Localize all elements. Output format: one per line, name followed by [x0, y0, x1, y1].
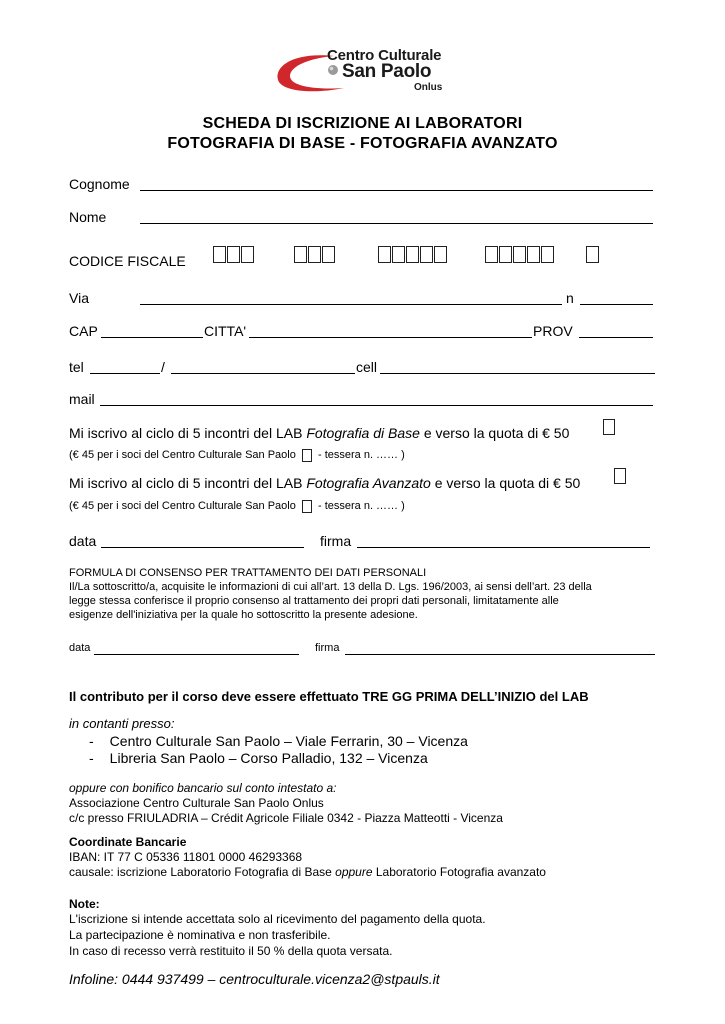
- prov-field[interactable]: [579, 337, 653, 338]
- logo-globe-icon: [327, 64, 339, 76]
- via-label: Via: [69, 290, 89, 306]
- page-title-line2: FOTOGRAFIA DI BASE - FOTOGRAFIA AVANZATO: [167, 135, 558, 152]
- notes-line3: In caso di recesso verrà restituito il 50 % della quota versata.: [69, 944, 393, 958]
- firma-label: firma: [320, 533, 352, 549]
- cell-field[interactable]: [380, 373, 655, 374]
- bank-line1: Associazione Centro Culturale San Paolo Onlus: [69, 796, 324, 810]
- privacy-data-field[interactable]: [94, 654, 299, 655]
- option-base-note-pre: (€ 45 per i soci del Centro Culturale San Paolo: [69, 449, 296, 461]
- cap-field[interactable]: [101, 337, 203, 338]
- privacy-firma-label: firma: [315, 642, 340, 654]
- cell-label: cell: [356, 359, 378, 375]
- option-advanced-pre: Mi iscrivo al ciclo di 5 incontri del LAB: [69, 475, 307, 491]
- causale: [69, 865, 546, 879]
- option-base-note-post: - tessera n. …… ): [317, 449, 405, 461]
- notes-line1: L'iscrizione si intende accettata solo al ricevimento del pagamento della quota.: [69, 912, 486, 926]
- cash-item-2: - Libreria San Paolo – Corso Palladio, 132 – Vicenza: [89, 750, 428, 766]
- option-advanced: [69, 475, 580, 491]
- payment-heading: Il contributo per il corso deve essere effettuato TRE GG PRIMA DELL’INIZIO del LAB: [69, 689, 589, 704]
- data-field[interactable]: [101, 547, 304, 548]
- cash-item-2-text: Libreria San Paolo – Corso Palladio, 132 – Vicenza: [109, 750, 428, 766]
- numero-label: n: [566, 290, 574, 306]
- option-base-member-checkbox[interactable]: [302, 449, 312, 462]
- codice-fiscale-boxes[interactable]: [213, 246, 600, 264]
- option-base-note: [69, 449, 405, 462]
- option-base-checkbox[interactable]: [603, 419, 615, 435]
- option-base-post: e verso la quota di € 50: [419, 425, 570, 441]
- option-advanced-note: [69, 500, 405, 513]
- tel-separator: /: [161, 359, 165, 375]
- cap-label: CAP: [69, 323, 98, 339]
- option-advanced-checkbox[interactable]: [614, 468, 626, 484]
- codice-fiscale-label: CODICE FISCALE: [69, 253, 186, 269]
- firma-field[interactable]: [357, 547, 650, 548]
- citta-field[interactable]: [249, 337, 532, 338]
- logo-line1: Centro Culturale: [327, 47, 442, 64]
- causale-or: oppure: [335, 865, 373, 879]
- tel-number-field[interactable]: [171, 373, 355, 374]
- cognome-label: Cognome: [69, 176, 130, 192]
- via-field[interactable]: [140, 304, 562, 305]
- mail-label: mail: [69, 391, 95, 407]
- data-label: data: [69, 533, 97, 549]
- option-advanced-course: Fotografia Avanzato: [306, 475, 431, 491]
- causale-post: Laboratorio Fotografia avanzato: [372, 865, 546, 879]
- iban: IBAN: IT 77 C 05336 11801 0000 46293368: [69, 850, 303, 864]
- privacy-firma-field[interactable]: [345, 654, 655, 655]
- prov-label: PROV: [533, 323, 573, 339]
- option-advanced-note-post: - tessera n. …… ): [317, 500, 405, 512]
- option-base: [69, 425, 569, 441]
- bank-line2: c/c presso FRIULADRIA – Crédit Agricole Filiale 0342 - Piazza Matteotti - Vicenza: [69, 811, 503, 825]
- tel-prefix-field[interactable]: [90, 373, 160, 374]
- causale-pre: causale: iscrizione Laboratorio Fotografia di Base: [69, 865, 336, 879]
- logo-line2: San Paolo: [342, 61, 432, 82]
- nome-field[interactable]: [140, 223, 653, 224]
- bank-label: oppure con bonifico bancario sul conto intestato a:: [69, 781, 337, 795]
- citta-label: CITTA': [204, 323, 247, 339]
- privacy-heading: FORMULA DI CONSENSO PER TRATTAMENTO DEI DATI PERSONALI: [69, 567, 427, 579]
- option-base-pre: Mi iscrivo al ciclo di 5 incontri del LAB: [69, 425, 307, 441]
- cash-item-1: - Centro Culturale San Paolo – Viale Ferrarin, 30 – Vicenza: [89, 733, 468, 749]
- page-title-line1: SCHEDA DI ISCRIZIONE AI LABORATORI: [202, 115, 523, 132]
- cash-label: in contanti presso:: [69, 716, 175, 731]
- logo-line3: Onlus: [414, 82, 443, 93]
- notes-heading: Note:: [69, 897, 100, 911]
- numero-field[interactable]: [580, 304, 653, 305]
- option-advanced-post: e verso la quota di € 50: [430, 475, 581, 491]
- privacy-text-line1: Il/La sottoscritto/a, acquisite le informazioni di cui all’art. 13 della D. Lgs. 196/2003, ai sensi dell’art. 23 della: [69, 581, 592, 593]
- option-base-course: Fotografia di Base: [306, 425, 420, 441]
- coord-heading: Coordinate Bancarie: [69, 835, 187, 849]
- option-advanced-member-checkbox[interactable]: [302, 500, 312, 513]
- cognome-field[interactable]: [140, 190, 653, 191]
- privacy-data-label: data: [69, 642, 91, 654]
- privacy-text-line3: esigenze dell'iniziativa per la quale ho sottoscritto la presente adesione.: [69, 609, 418, 621]
- privacy-text-line2: legge stessa conferisce il proprio consenso al trattamento dei propri dati personali, limitatamente alle: [69, 595, 559, 607]
- cash-item-1-text: Centro Culturale San Paolo – Viale Ferrarin, 30 – Vicenza: [109, 733, 468, 749]
- mail-field[interactable]: [100, 405, 653, 406]
- option-advanced-note-pre: (€ 45 per i soci del Centro Culturale San Paolo: [69, 500, 296, 512]
- notes-line2: La partecipazione è nominativa e non trasferibile.: [69, 928, 331, 942]
- nome-label: Nome: [69, 209, 107, 225]
- tel-label: tel: [69, 359, 84, 375]
- infoline: Infoline: 0444 937499 – centroculturale.vicenza2@stpauls.it: [69, 971, 440, 987]
